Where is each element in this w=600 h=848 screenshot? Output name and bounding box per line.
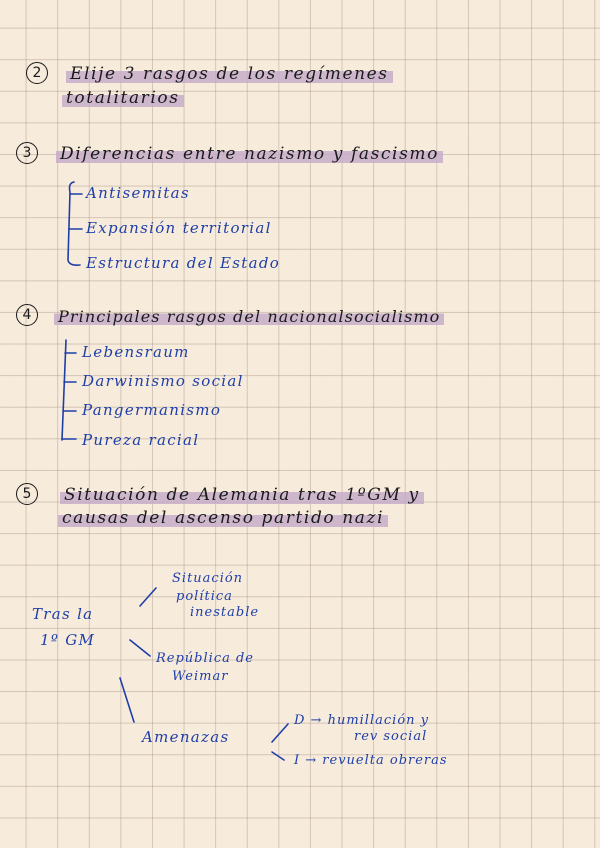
- diagram-branch3: Amenazas: [142, 728, 230, 746]
- q4-item-4: Pureza racial: [82, 431, 200, 449]
- branch3-stroke: [120, 678, 134, 722]
- q5-line1: [60, 487, 424, 504]
- diagram-sub1-line1: D → humillación y: [294, 713, 429, 728]
- diagram-branch2-line2: Weimar: [172, 669, 229, 684]
- branch1-stroke: [140, 588, 156, 606]
- q5-line1-text: Situación de Alemania tras 1ºGM y: [60, 485, 424, 505]
- diagram-sub2: I → revuelta obreras: [294, 753, 448, 768]
- diagram-branch2-line1: República de: [156, 651, 254, 666]
- diagram-branch1-line2: política: [176, 589, 233, 604]
- question-number-2: 2: [26, 62, 48, 84]
- diagram-root-line2: 1º GM: [40, 631, 96, 649]
- question-number-4: 4: [16, 304, 38, 326]
- q4-item-2: Darwinismo social: [82, 372, 244, 390]
- q4-item-3: Pangermanismo: [82, 401, 222, 419]
- q5-line2-text: causas del ascenso partido nazi: [58, 508, 388, 528]
- q5-line2: [58, 510, 388, 527]
- question-number-3: 3: [16, 142, 38, 164]
- question-number-5: 5: [16, 483, 38, 505]
- q3-item-2: Expansión territorial: [86, 219, 272, 237]
- q2-line2: [62, 90, 184, 107]
- q2-line1-text: Elije 3 rasgos de los regímenes: [66, 64, 393, 84]
- q3-title-text: Diferencias entre nazismo y fascismo: [56, 144, 443, 164]
- diagram-root-line1: Tras la: [32, 605, 94, 623]
- diagram-sub1-line2: rev social: [354, 729, 428, 744]
- q2-line1: [66, 66, 393, 83]
- q4-title: [54, 309, 444, 325]
- fork-upper-stroke: [272, 724, 288, 742]
- branch2-stroke: [130, 640, 150, 656]
- q3-item-3: Estructura del Estado: [86, 254, 281, 272]
- q4-item-1: Lebensraum: [82, 343, 190, 361]
- q2-line2-text: totalitarios: [62, 88, 184, 108]
- q4-title-text: Principales rasgos del nacionalsocialismo: [54, 307, 444, 326]
- diagram-branch1-line1: Situación: [172, 571, 244, 586]
- fork-lower-stroke: [272, 752, 284, 760]
- q3-item-1: Antisemitas: [86, 184, 190, 202]
- q3-bracket: [68, 182, 80, 265]
- q4-bracket: [62, 340, 66, 440]
- diagram-branch1-line3: inestable: [190, 605, 260, 620]
- q3-title: [56, 146, 443, 163]
